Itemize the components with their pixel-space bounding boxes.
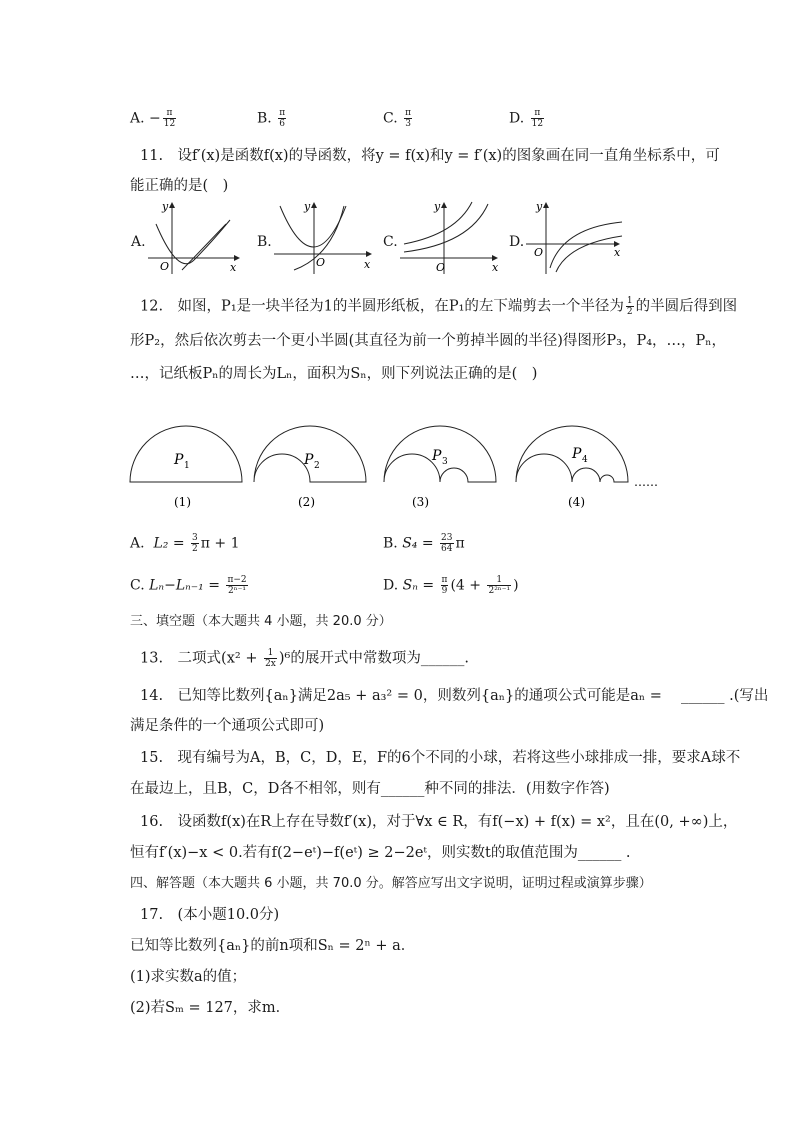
q11-line2: 能正确的是( ) — [130, 178, 229, 194]
q12-figure-4 — [516, 426, 628, 509]
q12-line3: …，记纸板Pₙ的周长为Lₙ，面积为Sₙ，则下列说法正确的是( ) — [130, 366, 538, 382]
q10-option-d: D. $\frac{\pi}{12}$ — [509, 108, 544, 129]
section-4-heading: 四、解答题（本大题共 6 小题，共 70.0 分。解答应写出文字说明，证明过程或演算步骤） — [130, 876, 652, 891]
q11-c-x-label: x — [492, 261, 499, 274]
q16-line2: 恒有f′(x)−x < 0.若有f(2−eᵗ)−f(eᵗ) ≥ 2−2eᵗ，则实数t的取值范围为______ . — [130, 845, 631, 861]
q14-line2: 满足条件的一个通项公式即可) — [130, 718, 325, 734]
q10-option-a: A. − $\frac{\pi}{12}$ — [130, 108, 176, 129]
q11-c-origin: O — [436, 261, 446, 274]
q12-fig4-sub: 4 — [582, 455, 588, 465]
q11-graph-d — [526, 198, 626, 276]
q12-fig2-label: P — [304, 452, 314, 468]
q16-line1: 16. 设函数f(x)在R上存在导数f′(x)，对于∀x ∈ R，有f(−x) + f(x) = x²，且在(0, +∞)上， — [140, 814, 738, 830]
q11-a-y-label: y — [162, 200, 169, 213]
q11-b-x-label: x — [364, 258, 371, 271]
q12-fig4-label: P — [572, 446, 582, 462]
q13: 13. 二项式(x² + $\frac{1}{2x}$ )⁶的展开式中常数项为______. — [140, 648, 469, 669]
q12-option-d: D. Sₙ = $\frac{\pi}{9}$ (4 + $\frac{1}{\text{2²ⁿ⁻¹}}$ ) — [383, 575, 519, 596]
q12-figure-3 — [384, 426, 496, 509]
q11-graph-c — [400, 198, 504, 276]
section-3-heading: 三、填空题（本大题共 4 小题，共 20.0 分） — [130, 614, 392, 629]
q12-option-c: C. Lₙ−Lₙ₋₁ = $\frac{\pi-2}{\text{2ⁿ⁻¹}}$ — [130, 575, 247, 596]
q11-graph-d-label: D. — [509, 234, 525, 250]
q17-line2: (1)求实数a的值； — [130, 969, 247, 985]
q15-line2: 在最边上，且B，C，D各不相邻，则有______种不同的排法．(用数字作答) — [130, 781, 610, 797]
q12-fig1-label: P — [174, 452, 184, 468]
q12-figure-1 — [130, 426, 242, 509]
q11-c-y-label: y — [434, 200, 441, 213]
q12-fig3-caption: (3) — [412, 495, 429, 509]
q12-fig4-caption: (4) — [568, 495, 585, 509]
q15-line1: 15. 现有编号为A，B，C，D，E，F的6个不同的小球，若将这些小球排成一排，要求A球不 — [140, 750, 741, 766]
q11-b-y-label: y — [304, 200, 311, 213]
q11-graph-b — [274, 198, 378, 276]
q12-line2: 形P₂，然后依次剪去一个更小半圆(其直径为前一个剪掉半圆的半径)得图形P₃，P₄，…，Pₙ， — [130, 333, 727, 349]
q12-option-a: A. L₂ = $\frac{3}{2}$ π + 1 — [130, 533, 240, 554]
q12-option-b: B. S₄ = $\frac{23}{64}$ π — [383, 533, 465, 554]
q11-b-origin: O — [316, 256, 326, 269]
q11-d-origin: O — [534, 246, 544, 259]
q12-figure-2 — [254, 426, 366, 509]
q12-fig3-sub: 3 — [442, 457, 448, 467]
q12-line1: 12. 如图，P₁是一块半径为1的半圆形纸板，在P₁的左下端剪去一个半径为 $\frac{1}{2}$ 的半圆后得到图 — [140, 296, 738, 317]
q12-fig2-caption: (2) — [298, 495, 315, 509]
q11-graph-a — [148, 198, 248, 276]
q17-line1: 已知等比数列{aₙ}的前n项和Sₙ = 2ⁿ + a． — [130, 938, 416, 954]
q12-fig3-label: P — [432, 448, 442, 464]
q12-fig1-caption: (1) — [174, 495, 191, 509]
q11-graph-c-label: C. — [383, 234, 398, 250]
q11-line1: 11. 设f′(x)是函数f(x)的导函数，将y = f(x)和y = f′(x)的图象画在同一直角坐标系中，可 — [140, 148, 720, 164]
q14-line1: 14. 已知等比数列{aₙ}满足2a₅ + a₃² = 0，则数列{aₙ}的通项公式可能是aₙ = ______ .(写出 — [140, 688, 769, 704]
q12-figures — [126, 420, 666, 512]
q11-a-origin: O — [160, 260, 170, 273]
q10-option-c: C. $\frac{\pi}{3}$ — [383, 108, 412, 129]
q12-fig1-sub: 1 — [184, 461, 190, 471]
q17-line3: (2)若Sₘ = 127，求m． — [130, 1000, 291, 1016]
q11-d-y-label: y — [536, 200, 543, 213]
q10-option-b: B. $\frac{\pi}{6}$ — [257, 108, 286, 129]
q11-graph-a-label: A. — [131, 234, 146, 250]
q17-head: 17. (本小题10.0分) — [140, 907, 280, 923]
q11-a-x-label: x — [230, 261, 237, 274]
q11-graph-b-label: B. — [257, 234, 272, 250]
q12-fig2-sub: 2 — [314, 461, 320, 471]
q11-d-x-label: x — [614, 246, 621, 259]
q12-ellipsis: …… — [634, 475, 658, 489]
